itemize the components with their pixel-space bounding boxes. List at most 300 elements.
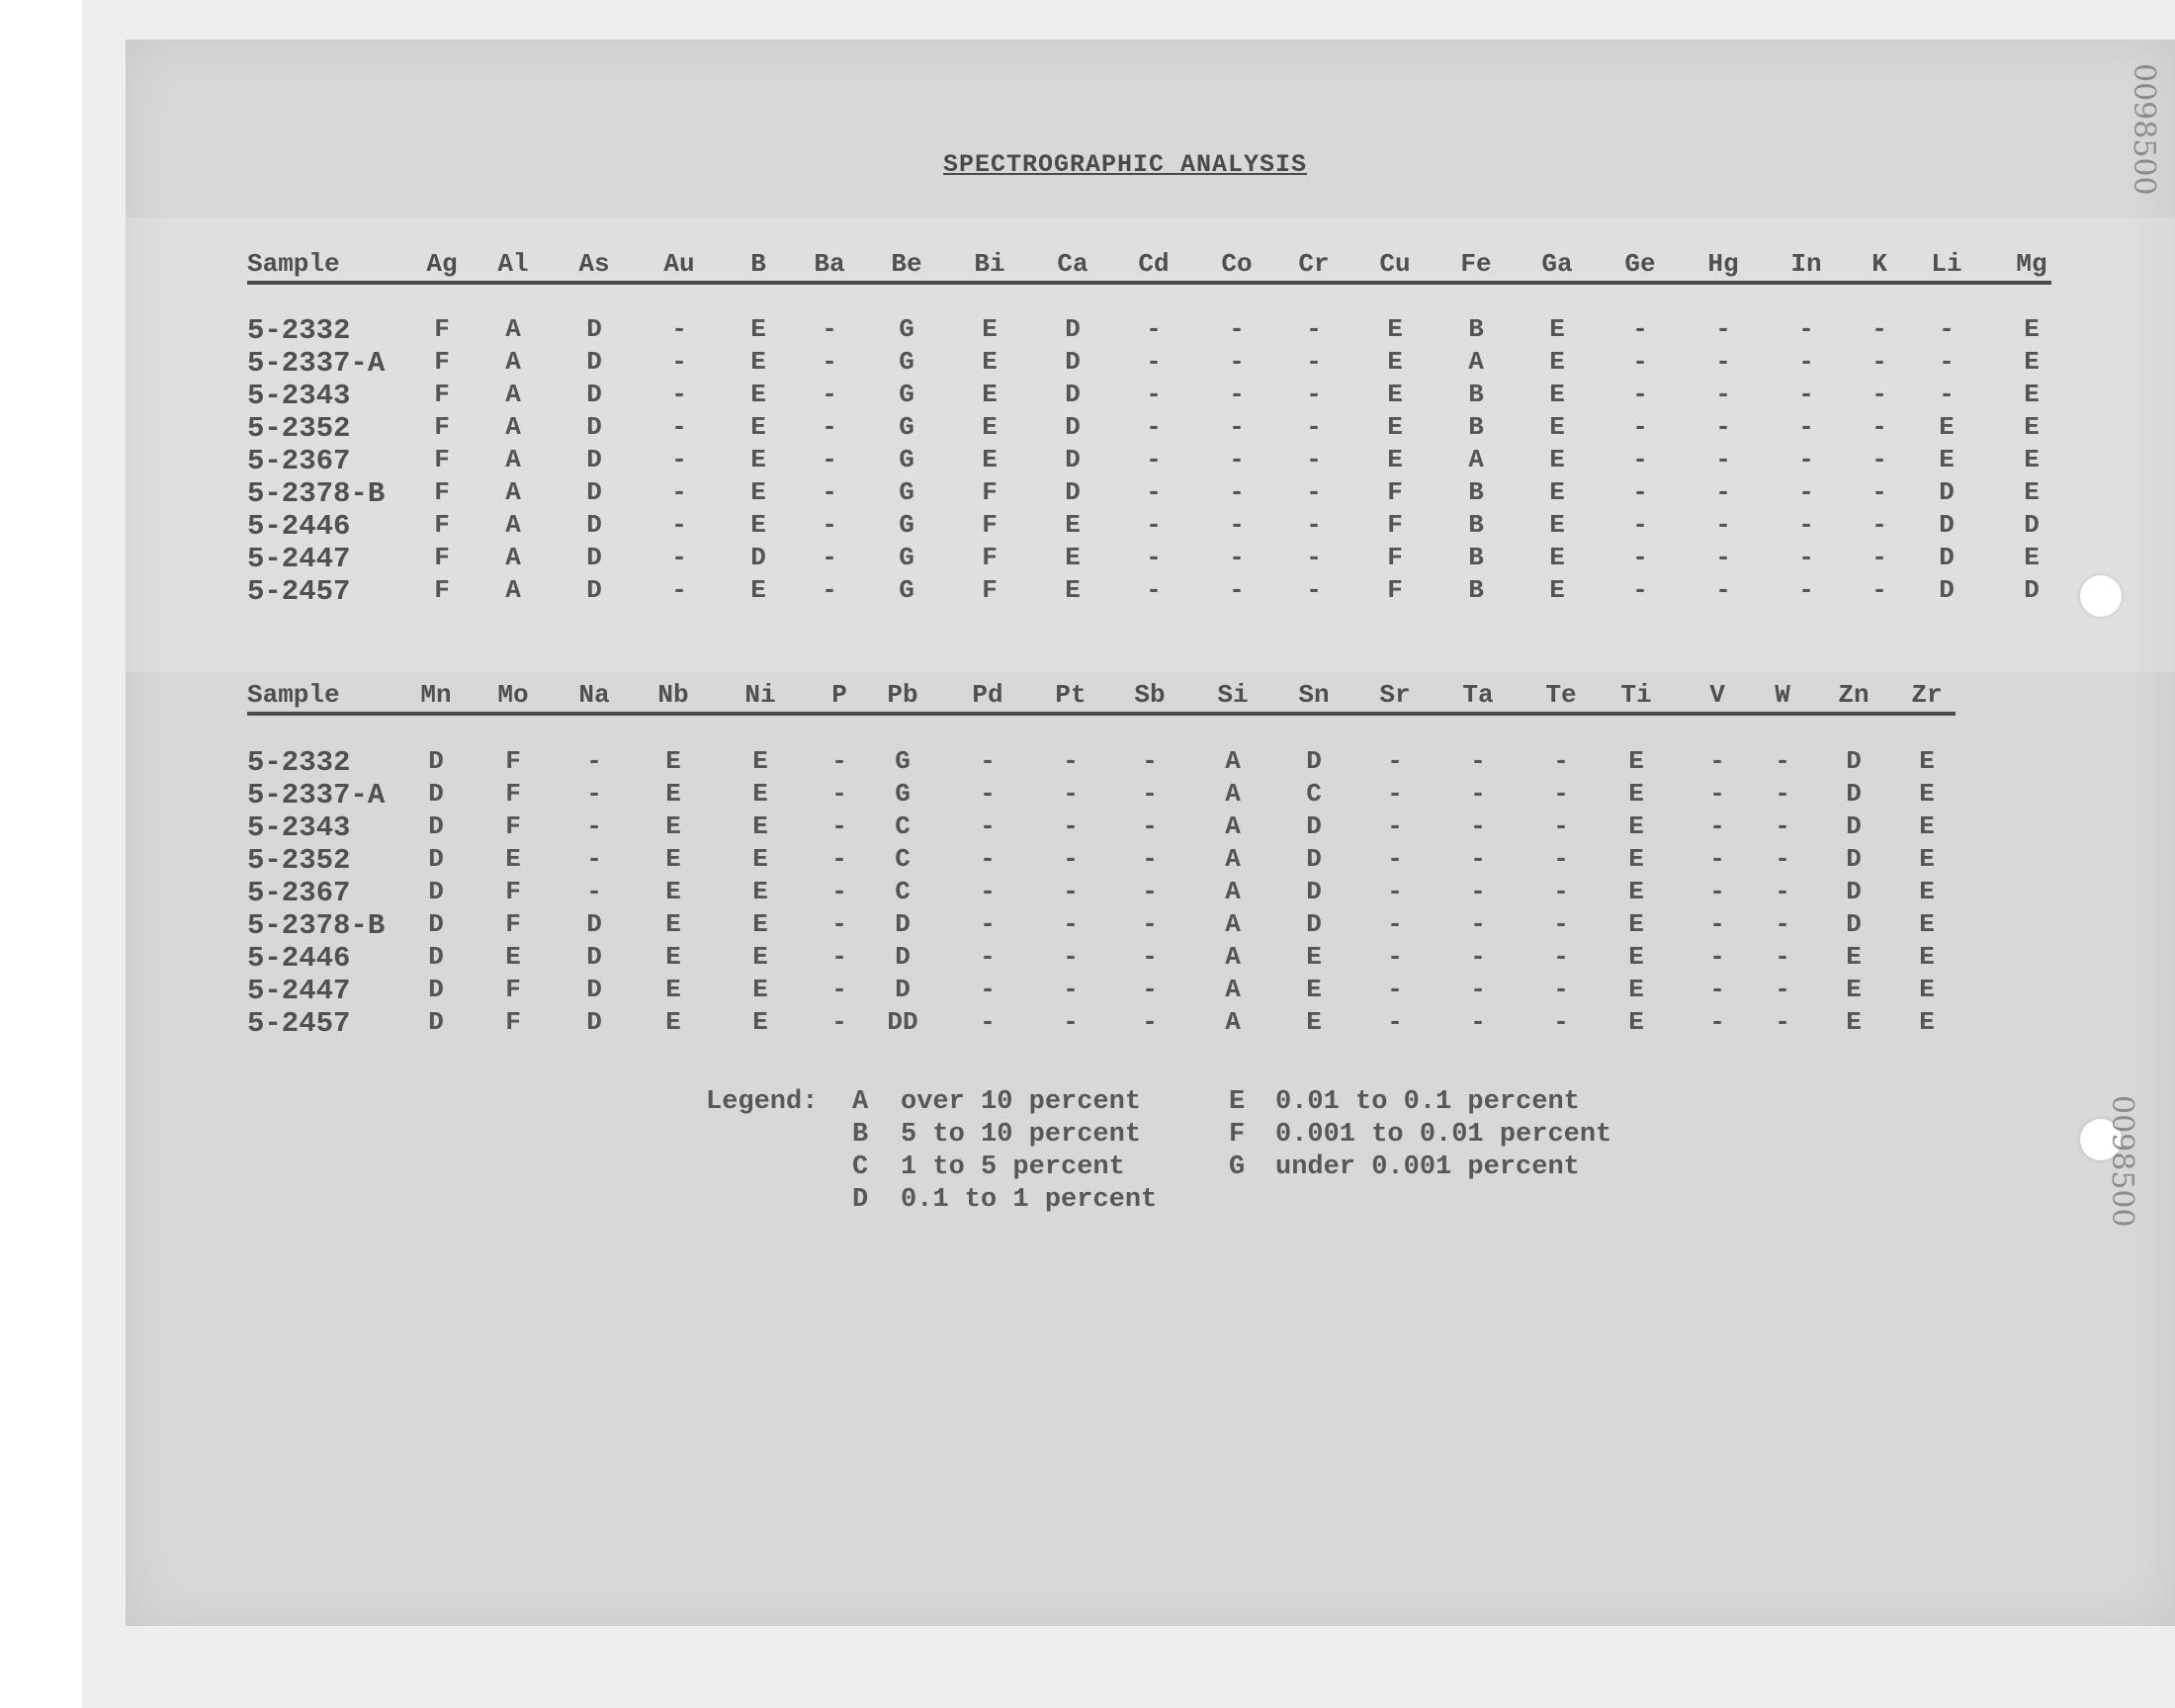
table-cell: - bbox=[980, 779, 996, 809]
table-cell: A bbox=[505, 347, 521, 377]
column-header: Co bbox=[1221, 249, 1253, 279]
table-cell: - bbox=[1142, 877, 1158, 906]
table-cell: - bbox=[1306, 314, 1322, 344]
table-cell: - bbox=[831, 844, 847, 874]
table-cell: - bbox=[1387, 811, 1403, 841]
table-cell: - bbox=[586, 844, 602, 874]
row-sample-id: 5-2352 bbox=[247, 412, 351, 445]
table-cell: - bbox=[1142, 811, 1158, 841]
table-cell: F bbox=[505, 746, 521, 776]
table-cell: D bbox=[586, 477, 602, 507]
table-cell: - bbox=[1709, 942, 1725, 972]
table-cell: D bbox=[586, 942, 602, 972]
table-cell: - bbox=[671, 510, 687, 540]
table-cell: E bbox=[1919, 844, 1935, 874]
column-header: Zr bbox=[1911, 680, 1943, 710]
table-cell: B bbox=[1468, 477, 1484, 507]
table-cell: D bbox=[586, 575, 602, 605]
table-cell: E bbox=[982, 347, 998, 377]
row-sample-id: 5-2446 bbox=[247, 942, 351, 975]
table-cell: F bbox=[982, 575, 998, 605]
table-cell: D bbox=[1846, 811, 1862, 841]
column-header: Cd bbox=[1138, 249, 1170, 279]
table-cell: - bbox=[1775, 811, 1790, 841]
column-header: Sb bbox=[1134, 680, 1166, 710]
table-cell: - bbox=[1387, 877, 1403, 906]
table-cell: D bbox=[586, 510, 602, 540]
legend-code: E bbox=[1229, 1087, 1246, 1117]
legend-text: 0.01 to 0.1 percent bbox=[1275, 1087, 1580, 1117]
table-cell: - bbox=[1387, 1007, 1403, 1037]
table-cell: E bbox=[752, 1007, 768, 1037]
table-cell: E bbox=[1919, 1007, 1935, 1037]
table-cell: D bbox=[1065, 380, 1081, 409]
legend-text: 1 to 5 percent bbox=[901, 1153, 1125, 1182]
table-cell: - bbox=[671, 543, 687, 572]
table-cell: A bbox=[505, 445, 521, 474]
table-cell: C bbox=[895, 844, 911, 874]
table-cell: E bbox=[1306, 942, 1322, 972]
table-cell: - bbox=[831, 746, 847, 776]
table-cell: - bbox=[1553, 877, 1569, 906]
table-cell: E bbox=[1628, 877, 1644, 906]
table-cell: G bbox=[899, 510, 914, 540]
table-cell: E bbox=[665, 844, 681, 874]
table-cell: C bbox=[1306, 779, 1322, 809]
table-cell: - bbox=[1553, 1007, 1569, 1037]
table-cell: D bbox=[586, 975, 602, 1004]
column-header: Te bbox=[1545, 680, 1577, 710]
table-cell: - bbox=[1306, 510, 1322, 540]
table-cell: A bbox=[1468, 445, 1484, 474]
table-cell: G bbox=[895, 746, 911, 776]
table-cell: D bbox=[1939, 477, 1955, 507]
table-cell: - bbox=[1709, 811, 1725, 841]
table-cell: G bbox=[899, 380, 914, 409]
table-cell: - bbox=[671, 575, 687, 605]
table-cell: E bbox=[1306, 975, 1322, 1004]
table-cell: - bbox=[1709, 975, 1725, 1004]
column-header: Sr bbox=[1379, 680, 1411, 710]
table-cell: D bbox=[586, 347, 602, 377]
table-cell: E bbox=[1549, 543, 1565, 572]
table-cell: - bbox=[1715, 543, 1731, 572]
column-header: Si bbox=[1217, 680, 1249, 710]
table-cell: - bbox=[1553, 942, 1569, 972]
column-header-sample: Sample bbox=[247, 249, 340, 279]
table-cell: D bbox=[1939, 575, 1955, 605]
table-cell: - bbox=[1798, 380, 1814, 409]
table-cell: E bbox=[1628, 746, 1644, 776]
table-cell: B bbox=[1468, 575, 1484, 605]
table-cell: E bbox=[1919, 746, 1935, 776]
table-cell: - bbox=[1709, 877, 1725, 906]
table-cell: - bbox=[1775, 746, 1790, 776]
table-cell: E bbox=[1549, 412, 1565, 442]
table-cell: E bbox=[1628, 844, 1644, 874]
column-header: Ga bbox=[1541, 249, 1573, 279]
table-cell: E bbox=[1939, 445, 1955, 474]
page-title: SPECTROGRAPHIC ANALYSIS bbox=[943, 150, 1308, 179]
row-sample-id: 5-2332 bbox=[247, 314, 351, 347]
table-cell: E bbox=[1846, 942, 1862, 972]
table-cell: - bbox=[1470, 942, 1486, 972]
table-cell: - bbox=[1871, 575, 1887, 605]
table-cell: F bbox=[505, 975, 521, 1004]
column-header: V bbox=[1709, 680, 1725, 710]
table-cell: E bbox=[750, 575, 766, 605]
row-sample-id: 5-2343 bbox=[247, 380, 351, 412]
table-cell: - bbox=[1871, 380, 1887, 409]
table-cell: - bbox=[1715, 510, 1731, 540]
table-cell: E bbox=[750, 380, 766, 409]
column-header: Cr bbox=[1298, 249, 1330, 279]
table-cell: D bbox=[586, 314, 602, 344]
table-cell: D bbox=[1846, 746, 1862, 776]
table-cell: - bbox=[1146, 347, 1162, 377]
table-cell: E bbox=[752, 877, 768, 906]
table-cell: E bbox=[2024, 347, 2040, 377]
table-cell: - bbox=[1229, 477, 1245, 507]
table-cell: A bbox=[1225, 975, 1241, 1004]
table-cell: D bbox=[895, 942, 911, 972]
legend-code: A bbox=[852, 1087, 869, 1117]
column-header: Sn bbox=[1298, 680, 1330, 710]
column-header: Pt bbox=[1055, 680, 1087, 710]
table-cell: - bbox=[1063, 975, 1079, 1004]
table-cell: - bbox=[1387, 909, 1403, 939]
table-cell: - bbox=[1871, 412, 1887, 442]
table-cell: E bbox=[1628, 1007, 1644, 1037]
table-cell: - bbox=[586, 779, 602, 809]
table-cell: E bbox=[665, 779, 681, 809]
row-sample-id: 5-2457 bbox=[247, 1007, 351, 1040]
table-cell: E bbox=[1919, 942, 1935, 972]
table-cell: - bbox=[1553, 746, 1569, 776]
table-cell: - bbox=[1775, 975, 1790, 1004]
table-cell: E bbox=[982, 412, 998, 442]
table-cell: - bbox=[1775, 779, 1790, 809]
table-cell: - bbox=[1775, 877, 1790, 906]
table-cell: - bbox=[1142, 1007, 1158, 1037]
column-header: Bi bbox=[974, 249, 1005, 279]
table-cell: - bbox=[1387, 779, 1403, 809]
table-cell: - bbox=[1709, 746, 1725, 776]
archive-number-stamp: 0098500 bbox=[2127, 63, 2161, 196]
table-cell: F bbox=[434, 412, 450, 442]
table-cell: D bbox=[750, 543, 766, 572]
table-cell: D bbox=[1846, 779, 1862, 809]
table-cell: - bbox=[1146, 510, 1162, 540]
table-cell: - bbox=[1798, 314, 1814, 344]
table-cell: E bbox=[982, 314, 998, 344]
table-cell: - bbox=[1306, 412, 1322, 442]
column-header: Ge bbox=[1624, 249, 1656, 279]
column-header: Al bbox=[497, 249, 529, 279]
column-header: Pb bbox=[887, 680, 918, 710]
table-cell: E bbox=[2024, 445, 2040, 474]
row-sample-id: 5-2367 bbox=[247, 445, 351, 477]
table-cell: - bbox=[822, 380, 837, 409]
table-cell: - bbox=[822, 445, 837, 474]
table-cell: A bbox=[1225, 811, 1241, 841]
row-sample-id: 5-2447 bbox=[247, 543, 351, 575]
table-cell: - bbox=[831, 975, 847, 1004]
table-cell: - bbox=[980, 942, 996, 972]
row-sample-id: 5-2343 bbox=[247, 811, 351, 844]
table-cell: - bbox=[1871, 445, 1887, 474]
table-cell: - bbox=[1632, 412, 1648, 442]
table-cell: F bbox=[982, 477, 998, 507]
table-cell: E bbox=[2024, 543, 2040, 572]
table-cell: D bbox=[428, 779, 444, 809]
row-sample-id: 5-2332 bbox=[247, 746, 351, 779]
table-cell: - bbox=[1553, 779, 1569, 809]
table-cell: A bbox=[505, 575, 521, 605]
column-header: Na bbox=[578, 680, 610, 710]
table-cell: - bbox=[671, 477, 687, 507]
table-cell: F bbox=[982, 543, 998, 572]
table-cell: A bbox=[505, 380, 521, 409]
table-cell: - bbox=[1063, 811, 1079, 841]
table-cell: - bbox=[1146, 477, 1162, 507]
column-header: Fe bbox=[1460, 249, 1492, 279]
table-cell: - bbox=[586, 746, 602, 776]
table-cell: E bbox=[752, 975, 768, 1004]
table-cell: E bbox=[1387, 380, 1403, 409]
table-cell: DD bbox=[887, 1007, 918, 1037]
table-cell: - bbox=[1146, 380, 1162, 409]
table-cell: F bbox=[982, 510, 998, 540]
table-cell: - bbox=[1306, 477, 1322, 507]
table-cell: A bbox=[1225, 844, 1241, 874]
column-header: Ni bbox=[744, 680, 776, 710]
column-header: Ba bbox=[814, 249, 845, 279]
row-sample-id: 5-2378-B bbox=[247, 477, 386, 510]
table-cell: - bbox=[1146, 412, 1162, 442]
table-cell: - bbox=[1798, 510, 1814, 540]
row-sample-id: 5-2378-B bbox=[247, 909, 386, 942]
table-cell: - bbox=[1632, 510, 1648, 540]
table-cell: - bbox=[1632, 575, 1648, 605]
table-cell: - bbox=[1142, 779, 1158, 809]
table-cell: A bbox=[505, 543, 521, 572]
table-cell: F bbox=[434, 575, 450, 605]
table-cell: G bbox=[899, 477, 914, 507]
table-cell: - bbox=[1775, 942, 1790, 972]
table-cell: - bbox=[1871, 477, 1887, 507]
table-cell: D bbox=[586, 445, 602, 474]
table-cell: F bbox=[434, 543, 450, 572]
table-cell: E bbox=[750, 510, 766, 540]
table-cell: - bbox=[1798, 575, 1814, 605]
table-cell: - bbox=[1709, 844, 1725, 874]
table-cell: D bbox=[1065, 347, 1081, 377]
legend-text: under 0.001 percent bbox=[1275, 1153, 1580, 1182]
table-cell: E bbox=[665, 975, 681, 1004]
table-cell: - bbox=[1470, 909, 1486, 939]
column-header: As bbox=[578, 249, 610, 279]
table-cell: - bbox=[1798, 445, 1814, 474]
table-cell: - bbox=[1775, 844, 1790, 874]
table-cell: D bbox=[895, 975, 911, 1004]
table-cell: A bbox=[1225, 1007, 1241, 1037]
table-cell: - bbox=[980, 975, 996, 1004]
column-header: Au bbox=[663, 249, 695, 279]
table-cell: - bbox=[1632, 380, 1648, 409]
table-cell: A bbox=[505, 477, 521, 507]
table-cell: E bbox=[1065, 575, 1081, 605]
table-cell: - bbox=[1470, 746, 1486, 776]
table-cell: - bbox=[1387, 844, 1403, 874]
table-cell: D bbox=[1306, 909, 1322, 939]
table-cell: D bbox=[1065, 477, 1081, 507]
table-cell: G bbox=[899, 543, 914, 572]
table-cell: - bbox=[1709, 909, 1725, 939]
table-cell: - bbox=[1715, 412, 1731, 442]
column-header: Pd bbox=[972, 680, 1003, 710]
table-cell: E bbox=[1919, 877, 1935, 906]
table-cell: F bbox=[1387, 543, 1403, 572]
table-cell: - bbox=[1632, 347, 1648, 377]
table-cell: - bbox=[1871, 347, 1887, 377]
table-cell: F bbox=[434, 510, 450, 540]
table-cell: F bbox=[505, 909, 521, 939]
table-cell: - bbox=[831, 877, 847, 906]
table-cell: E bbox=[750, 314, 766, 344]
table-cell: - bbox=[1142, 942, 1158, 972]
table-cell: E bbox=[2024, 314, 2040, 344]
column-header: K bbox=[1871, 249, 1887, 279]
table-cell: D bbox=[1065, 445, 1081, 474]
row-sample-id: 5-2337-A bbox=[247, 347, 386, 380]
table-cell: F bbox=[505, 811, 521, 841]
table-cell: B bbox=[1468, 510, 1484, 540]
table-cell: - bbox=[586, 811, 602, 841]
table-cell: D bbox=[1306, 746, 1322, 776]
table-cell: E bbox=[665, 811, 681, 841]
table-cell: D bbox=[2024, 510, 2040, 540]
table-cell: - bbox=[1553, 811, 1569, 841]
table-cell: E bbox=[505, 942, 521, 972]
table-cell: E bbox=[1387, 445, 1403, 474]
table-cell: A bbox=[1225, 877, 1241, 906]
column-header: Mo bbox=[497, 680, 529, 710]
table-cell: - bbox=[1871, 510, 1887, 540]
table-cell: - bbox=[1632, 314, 1648, 344]
table-cell: - bbox=[1470, 1007, 1486, 1037]
table-cell: E bbox=[1549, 575, 1565, 605]
legend-code: D bbox=[852, 1185, 869, 1215]
table-cell: G bbox=[899, 412, 914, 442]
row-sample-id: 5-2447 bbox=[247, 975, 351, 1007]
table-cell: - bbox=[1798, 477, 1814, 507]
table-cell: - bbox=[1709, 1007, 1725, 1037]
table-cell: - bbox=[1632, 445, 1648, 474]
table-cell: F bbox=[434, 347, 450, 377]
table-cell: A bbox=[1225, 942, 1241, 972]
table-cell: E bbox=[752, 779, 768, 809]
table-cell: - bbox=[1798, 543, 1814, 572]
table-cell: E bbox=[1919, 779, 1935, 809]
table-cell: E bbox=[665, 1007, 681, 1037]
table-cell: - bbox=[980, 877, 996, 906]
table-cell: D bbox=[428, 877, 444, 906]
table-cell: - bbox=[980, 811, 996, 841]
table-cell: E bbox=[665, 746, 681, 776]
table-cell: D bbox=[1306, 844, 1322, 874]
table-cell: - bbox=[1229, 575, 1245, 605]
table-cell: E bbox=[1846, 1007, 1862, 1037]
legend-code: G bbox=[1229, 1153, 1246, 1182]
table-cell: - bbox=[1229, 543, 1245, 572]
legend-text: over 10 percent bbox=[901, 1087, 1142, 1117]
table-cell: E bbox=[1306, 1007, 1322, 1037]
table-cell: - bbox=[980, 844, 996, 874]
table-cell: - bbox=[586, 877, 602, 906]
table-cell: - bbox=[1775, 909, 1790, 939]
table-cell: - bbox=[1063, 942, 1079, 972]
table-cell: D bbox=[428, 1007, 444, 1037]
table-cell: - bbox=[822, 412, 837, 442]
table-cell: - bbox=[1306, 380, 1322, 409]
table-cell: - bbox=[1146, 314, 1162, 344]
table-cell: E bbox=[982, 380, 998, 409]
table-cell: G bbox=[895, 779, 911, 809]
archive-number-stamp: 0098500 bbox=[2105, 1095, 2139, 1228]
table-cell: - bbox=[1229, 445, 1245, 474]
table-cell: G bbox=[899, 445, 914, 474]
table-cell: D bbox=[428, 844, 444, 874]
table-cell: E bbox=[1065, 510, 1081, 540]
table-cell: F bbox=[505, 877, 521, 906]
table-cell: E bbox=[1549, 314, 1565, 344]
table-cell: D bbox=[1306, 877, 1322, 906]
column-header: Mn bbox=[420, 680, 452, 710]
table-cell: E bbox=[505, 844, 521, 874]
table-cell: - bbox=[980, 746, 996, 776]
table-cell: - bbox=[822, 575, 837, 605]
table-cell: E bbox=[2024, 477, 2040, 507]
table-cell: D bbox=[2024, 575, 2040, 605]
legend-text: 5 to 10 percent bbox=[901, 1120, 1142, 1150]
table-cell: - bbox=[1798, 347, 1814, 377]
table-cell: - bbox=[831, 811, 847, 841]
table-cell: D bbox=[1306, 811, 1322, 841]
table-cell: E bbox=[1387, 314, 1403, 344]
table-cell: F bbox=[505, 1007, 521, 1037]
table-cell: - bbox=[671, 347, 687, 377]
table-cell: - bbox=[1229, 412, 1245, 442]
table-cell: E bbox=[1549, 510, 1565, 540]
table-cell: - bbox=[1142, 909, 1158, 939]
table-cell: E bbox=[1628, 779, 1644, 809]
table-cell: - bbox=[1715, 477, 1731, 507]
table-cell: B bbox=[1468, 314, 1484, 344]
table-cell: - bbox=[1871, 543, 1887, 572]
table-cell: D bbox=[586, 1007, 602, 1037]
table-cell: D bbox=[1846, 909, 1862, 939]
table-cell: D bbox=[428, 975, 444, 1004]
column-header: B bbox=[750, 249, 766, 279]
table-cell: G bbox=[899, 575, 914, 605]
column-header: Hg bbox=[1707, 249, 1739, 279]
header-rule bbox=[247, 712, 1956, 716]
table-cell: E bbox=[1628, 942, 1644, 972]
table-cell: - bbox=[1715, 347, 1731, 377]
table-cell: - bbox=[831, 1007, 847, 1037]
table-cell: E bbox=[665, 909, 681, 939]
